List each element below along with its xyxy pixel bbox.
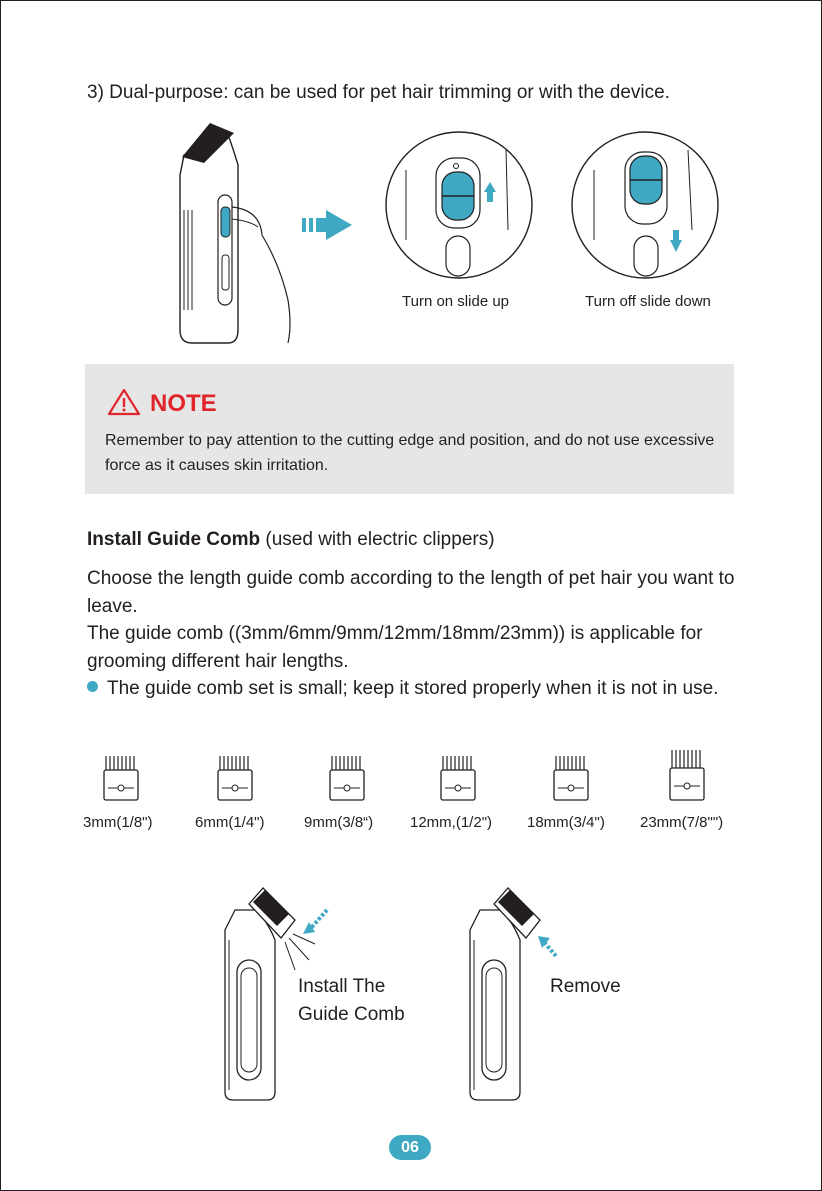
comb-label: 12mm,(1/2") <box>410 814 493 831</box>
page-number: 06 <box>389 1135 431 1160</box>
section-title <box>87 529 495 551</box>
comb-label: 23mm(7/8"") <box>640 814 724 831</box>
comb-label: 9mm(3/8“) <box>304 814 374 831</box>
bullet-icon <box>87 681 98 692</box>
note-box <box>85 364 734 494</box>
guide-comb-icon <box>100 752 142 802</box>
switch-on-closeup <box>384 130 534 280</box>
section-body <box>87 565 747 703</box>
arrow-right-icon <box>300 208 354 242</box>
note-title: NOTE <box>150 390 217 417</box>
guide-comb-icon <box>326 752 368 802</box>
clipper-hand-illustration <box>170 115 300 345</box>
bullet-text: The guide comb set is small; keep it stored properly when it is not in use. <box>107 678 719 699</box>
paragraph-2: The guide comb ((3mm/6mm/9mm/12mm/18mm/23mm)) is applicable for grooming different hair lengths. <box>87 623 703 672</box>
guide-comb-icon <box>214 752 256 802</box>
section-title-rest: (used with electric clippers) <box>260 529 495 550</box>
switch-off-closeup <box>570 130 720 280</box>
comb-label: 6mm(1/4") <box>195 814 265 831</box>
bullet-item <box>87 675 747 703</box>
install-label-line-1: Install The <box>298 976 386 997</box>
intro-text: 3) Dual-purpose: can be used for pet hair trimming or with the device. <box>87 82 670 103</box>
note-text: Remember to pay attention to the cutting edge and position, and do not use excessive force as it causes skin irritation. <box>105 432 715 474</box>
caption-turn-off: Turn off slide down <box>585 293 711 310</box>
remove-label: Remove <box>550 976 621 997</box>
section-title-bold: Install Guide Comb <box>87 529 261 550</box>
paragraph-1: Choose the length guide comb according to the length of pet hair you want to leave. <box>87 568 735 617</box>
install-label <box>298 973 405 1029</box>
install-label-line-2: Guide Comb <box>298 1004 405 1025</box>
guide-comb-icon <box>437 752 479 802</box>
comb-label: 18mm(3/4") <box>527 814 605 831</box>
guide-comb-icon <box>666 748 708 802</box>
guide-comb-icon <box>550 752 592 802</box>
warning-icon <box>107 388 141 416</box>
comb-label: 3mm(1/8") <box>83 814 153 831</box>
caption-turn-on: Turn on slide up <box>402 293 510 310</box>
